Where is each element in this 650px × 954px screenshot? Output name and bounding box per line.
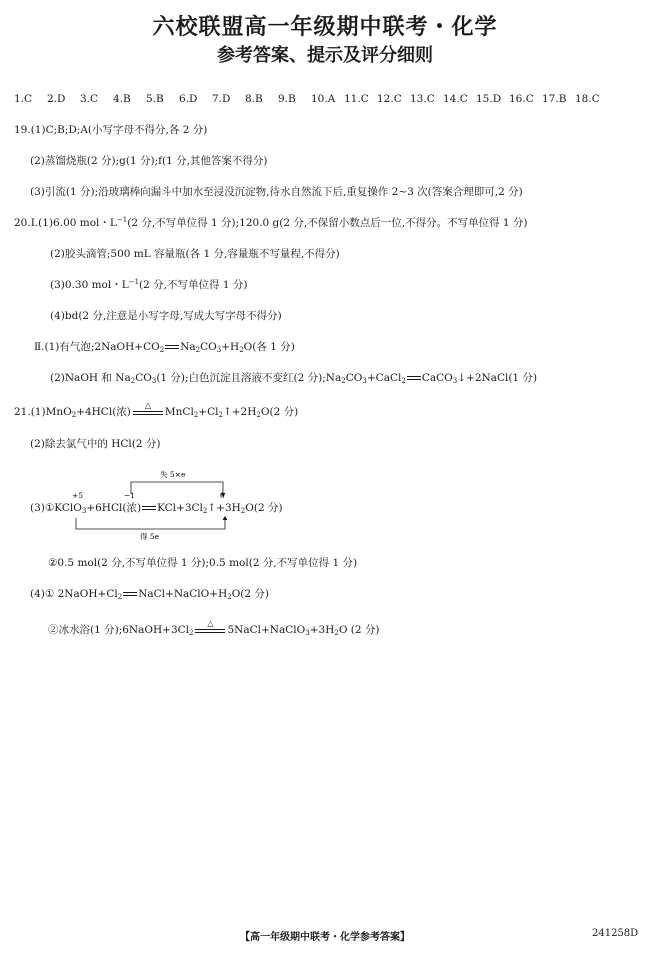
q21-part4-1: (4)① $2NaOH+Cl_2$ $NaCl+NaClO+H_2O(2$ 分): [30, 588, 270, 601]
document-code: 241258D: [592, 928, 639, 939]
q21-part1: 21.(1)MnO$_2$+4HCl(浓) △ $MnCl_2+Cl_2↑+2H_2O(2$ 分): [14, 401, 299, 419]
electron-gained-label: 得 5e: [140, 532, 160, 541]
mc-answers-row: [14, 92, 600, 106]
page-title: 六校联盟高一年级期中联考・化学: [152, 15, 498, 40]
oxidation-state-label: −1: [124, 491, 136, 500]
mc-answer: 1.C: [14, 93, 33, 105]
mc-answer: 10.A: [311, 93, 336, 105]
q20-i-part4: (4)bd(2 分,注意是小写字母,写成大写字母不得分): [50, 310, 282, 322]
q19-part1: 19.(1)C;B;D;A(小写字母不得分,各 2 分): [14, 124, 208, 136]
electron-lost-label: 失 5×e: [160, 470, 186, 479]
heat-equals-icon: △: [195, 627, 225, 633]
q19-part2: (2)蒸馏烧瓶(2 分);g(1 分);f(1 分,其他答案不得分): [30, 155, 268, 167]
equals-arrow-icon: [123, 592, 137, 596]
mc-answer: 2.D: [47, 93, 66, 105]
oxidation-state-label: 0: [220, 491, 225, 500]
mc-answer: 3.C: [80, 93, 99, 105]
q20-i-part1: 20.Ⅰ.(1)6.00 mol・$L^{-1}(2$ 分,不写单位得 1 分);120.0 g(2 分,不保留小数点后一位,不得分。不写单位得 1 分): [14, 216, 528, 229]
mc-answer: 16.C: [509, 93, 534, 105]
mc-answer: 7.D: [212, 93, 231, 105]
mc-answer: 11.C: [344, 93, 369, 105]
mc-answer: 8.B: [245, 93, 263, 105]
mc-answer: 12.C: [377, 93, 402, 105]
heat-equals-icon: △: [133, 409, 163, 415]
q20-ii-part1: Ⅱ.(1)有气泡$;2NaOH+CO_2$ $Na_2CO_3+H_2O$(各 1 分): [34, 341, 295, 354]
mc-answer: 6.D: [179, 93, 198, 105]
electron-gain-bracket: [76, 518, 225, 529]
q20-ii-part2: (2)NaOH 和 $Na_2CO_3(1$ 分);白色沉淀且溶液不变红(2 分)$;Na_2CO_3+CaCl_2$ CaCO$_3$↓+2NaCl(1 分): [50, 372, 538, 385]
mc-answer: 5.B: [146, 93, 164, 105]
q19-part3: (3)引流(1 分);沿玻璃棒向漏斗中加水至浸没沉淀物,待水自然流下后,重复操作 2~3 次(答案合理即可,2 分): [30, 186, 523, 198]
oxidation-state-label: +5: [72, 491, 84, 500]
mc-answer: 15.D: [476, 93, 502, 105]
mc-answer: 17.B: [542, 93, 567, 105]
q20-i-part3: (3)0.30 mol・$L^{-1}(2$ 分,不写单位得 1 分): [50, 278, 248, 291]
q21-part3-1: (3)①KClO$_3$+6HCl(浓) $KCl+3Cl_2↑+3H_2O(2$ 分): [30, 502, 283, 515]
q21-part2: (2)除去氯气中的 HCl(2 分): [30, 438, 161, 450]
arrow-up-icon: [223, 516, 228, 520]
mc-answer: 13.C: [410, 93, 435, 105]
mc-answer: 4.B: [113, 93, 131, 105]
mc-answer: 9.B: [278, 93, 296, 105]
mc-answer: 18.C: [575, 93, 600, 105]
equals-arrow-icon: [165, 345, 179, 349]
electron-lost-bracket: [131, 482, 223, 495]
page-footer: 【高一年级期中联考・化学参考答案】: [240, 932, 410, 943]
mc-answer: 14.C: [443, 93, 468, 105]
page-subtitle: 参考答案、提示及评分细则: [217, 45, 433, 66]
q20-i-part2: (2)胶头滴管;500 mL 容量瓶(各 1 分,容量瓶不写量程,不得分): [50, 248, 340, 260]
equals-arrow-icon: [142, 506, 156, 510]
q21-part3-2: ②0.5 mol(2 分,不写单位得 1 分);0.5 mol(2 分,不写单位得 1 分): [48, 557, 358, 569]
q21-part4-2: ②冰水浴(1 分)$;6NaOH+3Cl_2$ △ $5NaCl+NaClO_3+3H_2O$ (2 分): [48, 619, 380, 637]
equals-arrow-icon: [407, 376, 421, 380]
